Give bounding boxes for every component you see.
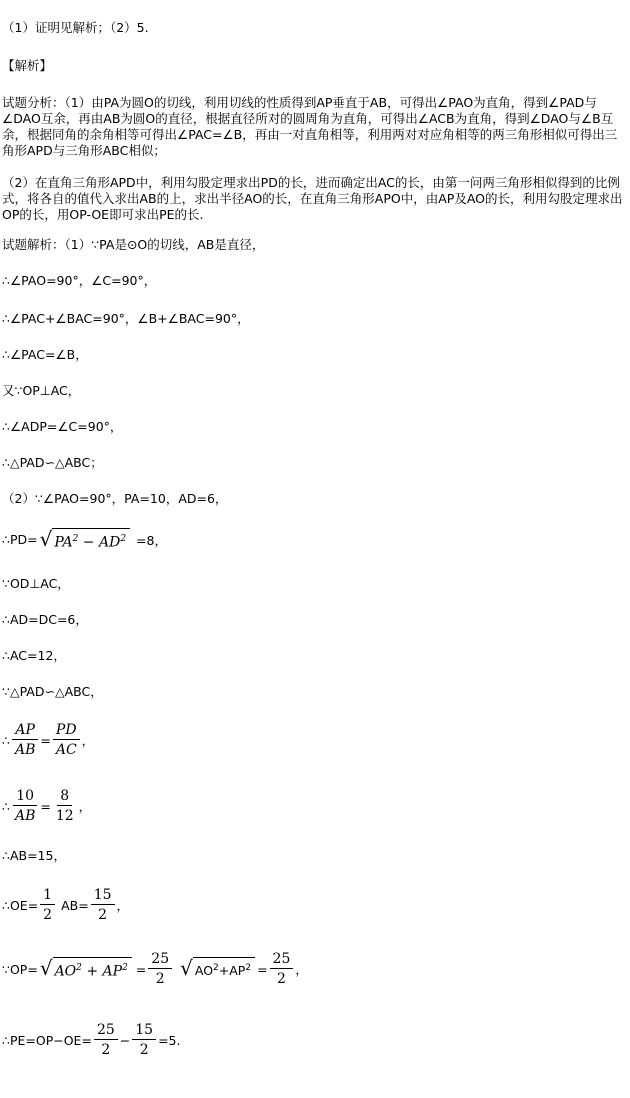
fraction-denominator: AB (14, 808, 36, 824)
fraction-numerator: PD (53, 722, 80, 740)
solution-line-6: ∴∠ADP=∠C=90°， (2, 419, 123, 434)
fraction-denominator: 2 (139, 1042, 149, 1058)
section-title: 【解析】 (2, 58, 53, 73)
fraction-denominator: 2 (98, 907, 108, 923)
eq-pe-prefix: ∴PE=OP−OE= (2, 1032, 92, 1048)
fraction-10-ab (12, 788, 38, 824)
fraction-8-12 (53, 788, 77, 824)
solution-line-13: ∵△PAD∽△ABC， (2, 684, 103, 699)
analysis-label: 试题分析： (2, 95, 65, 110)
radicand-term-a: AO (194, 963, 214, 979)
fraction-denominator: 2 (43, 907, 53, 923)
equation-op (2, 951, 308, 987)
fraction-denominator: AC (55, 742, 77, 758)
solution-line-8: （2）∵∠PAO=90°，PA=10，AD=6， (2, 491, 228, 506)
equation-pd (2, 528, 167, 552)
fraction-1-2 (40, 887, 55, 923)
comma: ， (78, 799, 92, 814)
solution-line-7: ∴△PAD∽△ABC； (2, 455, 103, 470)
sqrt-op (40, 957, 132, 981)
comma: ， (81, 733, 95, 748)
solution-line-5: 又∵OP⊥AC， (2, 383, 81, 398)
equation-pe (2, 1022, 180, 1058)
fraction-denominator: 12 (55, 808, 74, 824)
exponent: 2 (213, 963, 219, 974)
solution-line-12: ∴AC=12， (2, 648, 66, 663)
exponent: 2 (72, 534, 79, 544)
fraction-15-2 (91, 887, 115, 923)
equation-proportion (2, 722, 94, 758)
radicand-term-b: AP (102, 963, 123, 980)
therefore-sign: ∴ (2, 798, 10, 814)
radicand-term-a: PA (54, 534, 73, 551)
fraction-numerator: 25 (270, 951, 294, 969)
eq-oe-mid: AB= (61, 897, 89, 913)
answer-line: （1）证明见解析；（2）5. (2, 20, 149, 35)
fraction-numerator: AP (12, 722, 38, 740)
exponent: 2 (120, 534, 127, 544)
solution-line-16: ∴AB=15， (2, 848, 66, 863)
radicand-op-plain (193, 957, 255, 980)
radicand-op (53, 957, 132, 981)
eq-oe-prefix: ∴OE= (2, 897, 39, 913)
comma: ， (295, 962, 308, 977)
fraction-denominator: 2 (277, 971, 286, 987)
equals-sign: = (40, 798, 51, 814)
fraction-25-2-b (270, 951, 294, 987)
equals-sign: = (40, 732, 51, 748)
eq-pe-result: =5. (158, 1032, 181, 1048)
fraction-numerator: 15 (132, 1022, 156, 1040)
solution-line-4: ∴∠PAC=∠B， (2, 347, 88, 362)
fraction-denominator: 2 (155, 971, 165, 987)
fraction-numerator: 25 (94, 1022, 118, 1040)
fraction-25-2-c (94, 1022, 118, 1058)
therefore-sign: ∴ (2, 732, 10, 748)
sqrt-op-plain (180, 957, 255, 980)
exponent: 2 (122, 963, 128, 974)
radicand-term-a: AO (54, 963, 77, 980)
equals-sign: = (135, 961, 147, 977)
radicand-pd (52, 528, 130, 552)
radical-sign: √ (180, 956, 193, 981)
solution-line-1: 试题解析：（1）∵PA是⊙O的切线，AB是直径， (2, 237, 265, 252)
fraction-denominator: AB (14, 742, 36, 758)
plus-sign: + (81, 963, 103, 980)
eq-op-prefix: ∵OP= (2, 961, 38, 977)
eq-pd-prefix: ∴PD= (2, 532, 38, 548)
analysis-part1 (2, 95, 626, 159)
solution-line-11: ∴AD=DC=6， (2, 612, 88, 627)
fraction-25-2 (148, 951, 172, 987)
radical-sign: √ (39, 527, 53, 551)
eq-pd-suffix: =8， (136, 532, 167, 548)
fraction-numerator: 1 (40, 887, 55, 905)
fraction-numerator: 25 (148, 951, 172, 969)
equals-sign: = (257, 961, 268, 977)
solution-line-2: ∴∠PAO=90°，∠C=90°， (2, 273, 157, 288)
equation-oe (2, 887, 129, 923)
radical-sign: √ (39, 956, 53, 981)
radicand-term-b: +AP (218, 963, 246, 979)
analysis-part2: （2）在直角三角形APD中，利用勾股定理求出PD的长，进而确定出AC的长，由第一问两三角形相似得到的比例式，将各自的值代入求出AB的上，求出半径AO的长，在直角三角形APO中，由AP及AO的长，利用勾股定理求出OP的长，用OP-OE即可求出PE的长. (2, 175, 623, 222)
solution-line-3: ∴∠PAC+∠BAC=90°，∠B+∠BAC=90°， (2, 311, 250, 326)
solution-line-10: ∵OD⊥AC， (2, 576, 70, 591)
equation-proportion-values (2, 788, 91, 824)
minus-sign: − (119, 1032, 131, 1048)
fraction-numerator: 10 (13, 788, 37, 806)
sqrt-pd (40, 528, 130, 552)
comma: ， (116, 898, 130, 913)
analysis-part1-text: （1）由PA为圆O的切线，利用切线的性质得到AP垂直于AB，可得出∠PAO为直角，得到∠PAD与∠DAO互余，再由AB为圆O的直径，根据直径所对的圆周角为直角，可得出∠ACB为直角，得到∠DAO与∠B互余，根据同角的余角相等可得出∠PAC=∠B，再由一对直角相等，利用两对对应角相等的两三角形相似可得出三角形APD与三角形ABC相似； (2, 95, 618, 158)
radicand-term-b: AD (98, 534, 121, 551)
fraction-numerator: 8 (57, 788, 72, 806)
fraction-denominator: 2 (101, 1042, 111, 1058)
exponent: 2 (76, 963, 82, 974)
fraction-ap-ab (12, 722, 38, 758)
minus-sign: − (78, 534, 99, 551)
fraction-15-2-b (132, 1022, 156, 1058)
exponent: 2 (245, 963, 252, 974)
fraction-pd-ac (53, 722, 80, 758)
fraction-numerator: 15 (91, 887, 115, 905)
